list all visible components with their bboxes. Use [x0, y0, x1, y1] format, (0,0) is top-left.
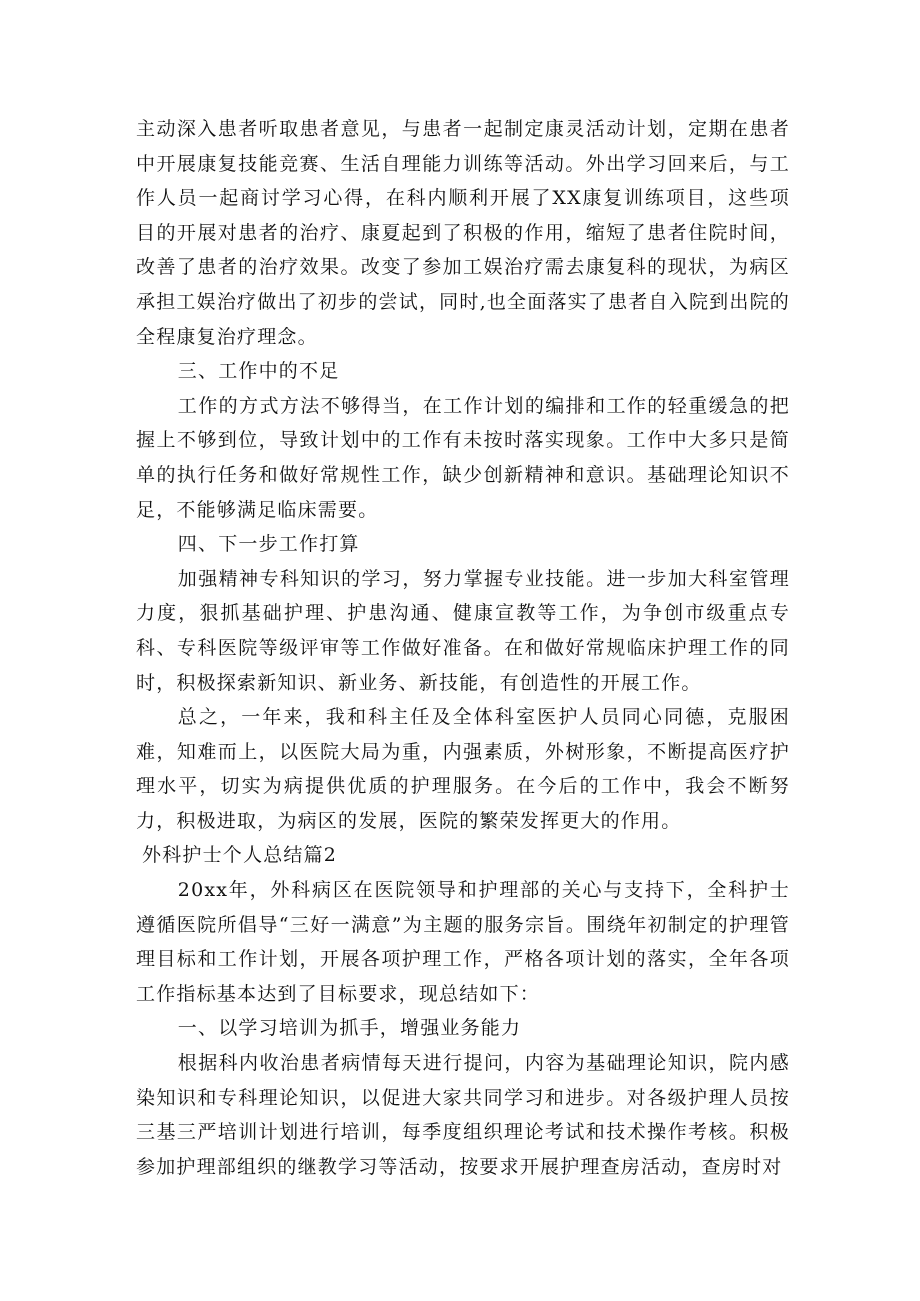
paragraph-learning: 根据科内收治患者病情每天进行提问，内容为基础理论知识，院内感染知识和专科理论知识，以促进大家共同学习和进步。对各级护理人员按三基三严培训计划进行培训，每季度组织理论考试和技术操作考核。积极参加护理部组织的继教学习等活动，按要求开展护理查房活动，查房时对	[136, 1052, 790, 1178]
article-title: 外科护士个人总结篇2	[142, 844, 338, 867]
section-heading-next-steps: 四、下一步工作打算	[177, 533, 360, 556]
paragraph-shortcomings: 工作的方式方法不够得当，在工作计划的编排和工作的轻重缓急的把握上不够到位，导致计划中的工作有未按时落实现象。工作中大多只是简单的执行任务和做好常规性工作，缺少创新精神和意识。基础理论知识不足，不能够满足临床需要。	[136, 394, 790, 521]
paragraph-conclusion: 总之，一年来，我和科主任及全体科室医护人员同心同德，克服困难，知难而上，以医院大局为重，内强素质，外树形象，不断提高医疗护理水平，切实为病提供优质的护理服务。在今后的工作中，我会不断努力，积极进取，为病区的发展，医院的繁荣发挥更大的作用。	[136, 706, 790, 832]
section-heading-shortcomings: 三、工作中的不足	[177, 360, 340, 383]
paragraph-intro: 20xx年，外科病区在医院领导和护理部的关心与支持下，全科护士遵循医院所倡导“三好一满意”为主题的服务宗旨。围绕年初制定的护理管理目标和工作计划，开展各项护理工作，严格各项计划的落实，全年各项工作指标基本达到了目标要求，现总结如下：	[136, 879, 790, 1005]
section-heading-learning: 一、以学习培训为抓手，增强业务能力	[177, 1017, 522, 1040]
paragraph-next-steps: 加强精神专科知识的学习，努力掌握专业技能。进一步加大科室管理力度，狠抓基础护理、护患沟通、健康宣教等工作，为争创市级重点专科、专科医院等级评审等工作做好准备。在和做好常规临床护理工作的同时，积极探索新知识、新业务、新技能，有创造性的开展工作。	[136, 567, 790, 694]
document-body	[136, 112, 790, 1184]
paragraph-continuation: 主动深入患者听取患者意见，与患者一起制定康灵活动计划，定期在患者中开展康复技能竞赛、生活自理能力训练等活动。外出学习回来后，与工作人员一起商讨学习心得，在科内顺利开展了XX康复训练项目，这些项目的开展对患者的治疗、康夏起到了积极的作用，缩短了患者住院时间，改善了患者的治疗效果。改变了参加工娱治疗需去康复科的现状，为病区承担工娱治疗做出了初步的尝试，同时,也全面落实了患者自入院到出院的全程康复治疗理念。	[136, 118, 790, 348]
